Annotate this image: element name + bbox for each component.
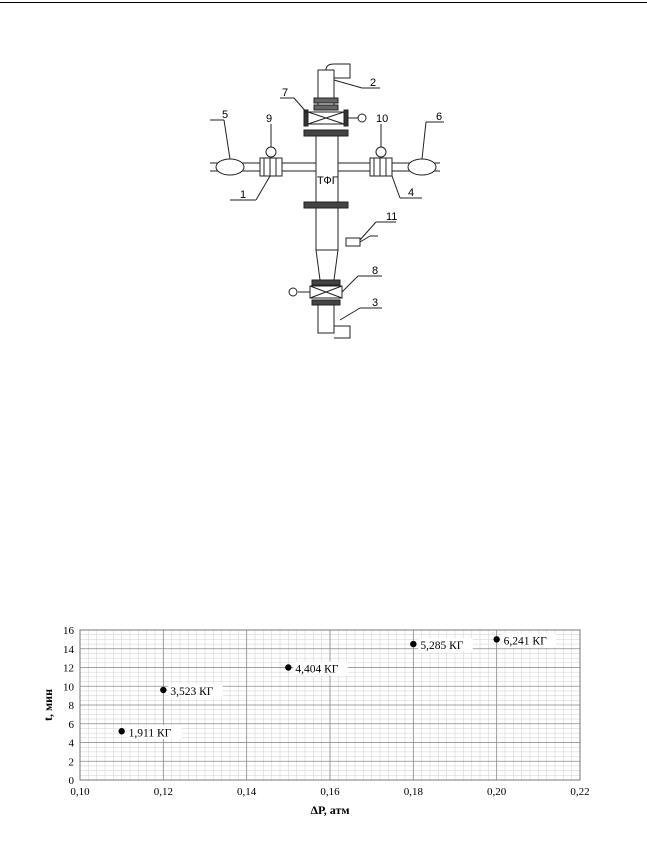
x-tick-label: 0,20 [487,786,507,798]
x-tick-labels [70,786,589,798]
y-tick-label: 10 [63,681,74,694]
element-11 [346,238,360,246]
heater-5 [216,159,244,175]
y-tick-label: 12 [63,662,74,675]
data-point [410,641,416,647]
y-tick-label: 6 [68,718,74,731]
data-label: 3,523 КГ [170,686,214,698]
y-tick-label: 0 [68,775,74,787]
label-3: 3 [372,297,379,309]
x-axis-label: ΔР, атм [310,803,350,817]
y-tick-label: 16 [63,625,74,637]
y-tick-label: 2 [68,756,74,769]
heater-6 [408,159,436,175]
label-7: 7 [282,87,289,99]
label-11: 11 [386,211,398,223]
y-axis-label: t, мин [41,689,55,721]
label-4: 4 [408,187,415,199]
scatter-chart [40,618,600,833]
label-1: 1 [240,189,247,201]
data-label: 4,404 КГ [295,663,339,676]
y-tick-label: 8 [68,700,74,712]
data-label: 6,241 КГ [503,635,547,648]
x-tick-label: 0,10 [70,786,90,798]
x-tick-label: 0,18 [403,786,423,798]
data-point [493,636,499,642]
data-point [285,664,291,670]
meter-10 [370,158,392,176]
label-8: 8 [372,265,379,277]
label-6: 6 [436,111,443,123]
data-label: 5,285 КГ [420,640,464,653]
data-label: 1,911 КГ [128,727,172,740]
header-rule [0,2,647,3]
label-5: 5 [222,109,229,121]
label-10: 10 [376,113,389,125]
filter-body [316,136,338,202]
top-pipe [318,70,334,110]
x-tick-label: 0,14 [237,786,257,798]
label-9: 9 [266,113,273,125]
meter-9 [260,158,282,176]
x-tick-label: 0,22 [570,786,590,798]
label-2: 2 [370,77,377,89]
x-tick-label: 0,12 [153,786,173,798]
y-tick-label: 14 [63,643,74,656]
data-point [160,687,166,693]
y-tick-label: 4 [68,737,74,750]
data-point [118,728,124,734]
x-tick-label: 0,16 [320,786,340,798]
apparatus-diagram [200,60,460,350]
label-center: ТФГ [317,175,338,187]
y-tick-labels [63,625,75,787]
